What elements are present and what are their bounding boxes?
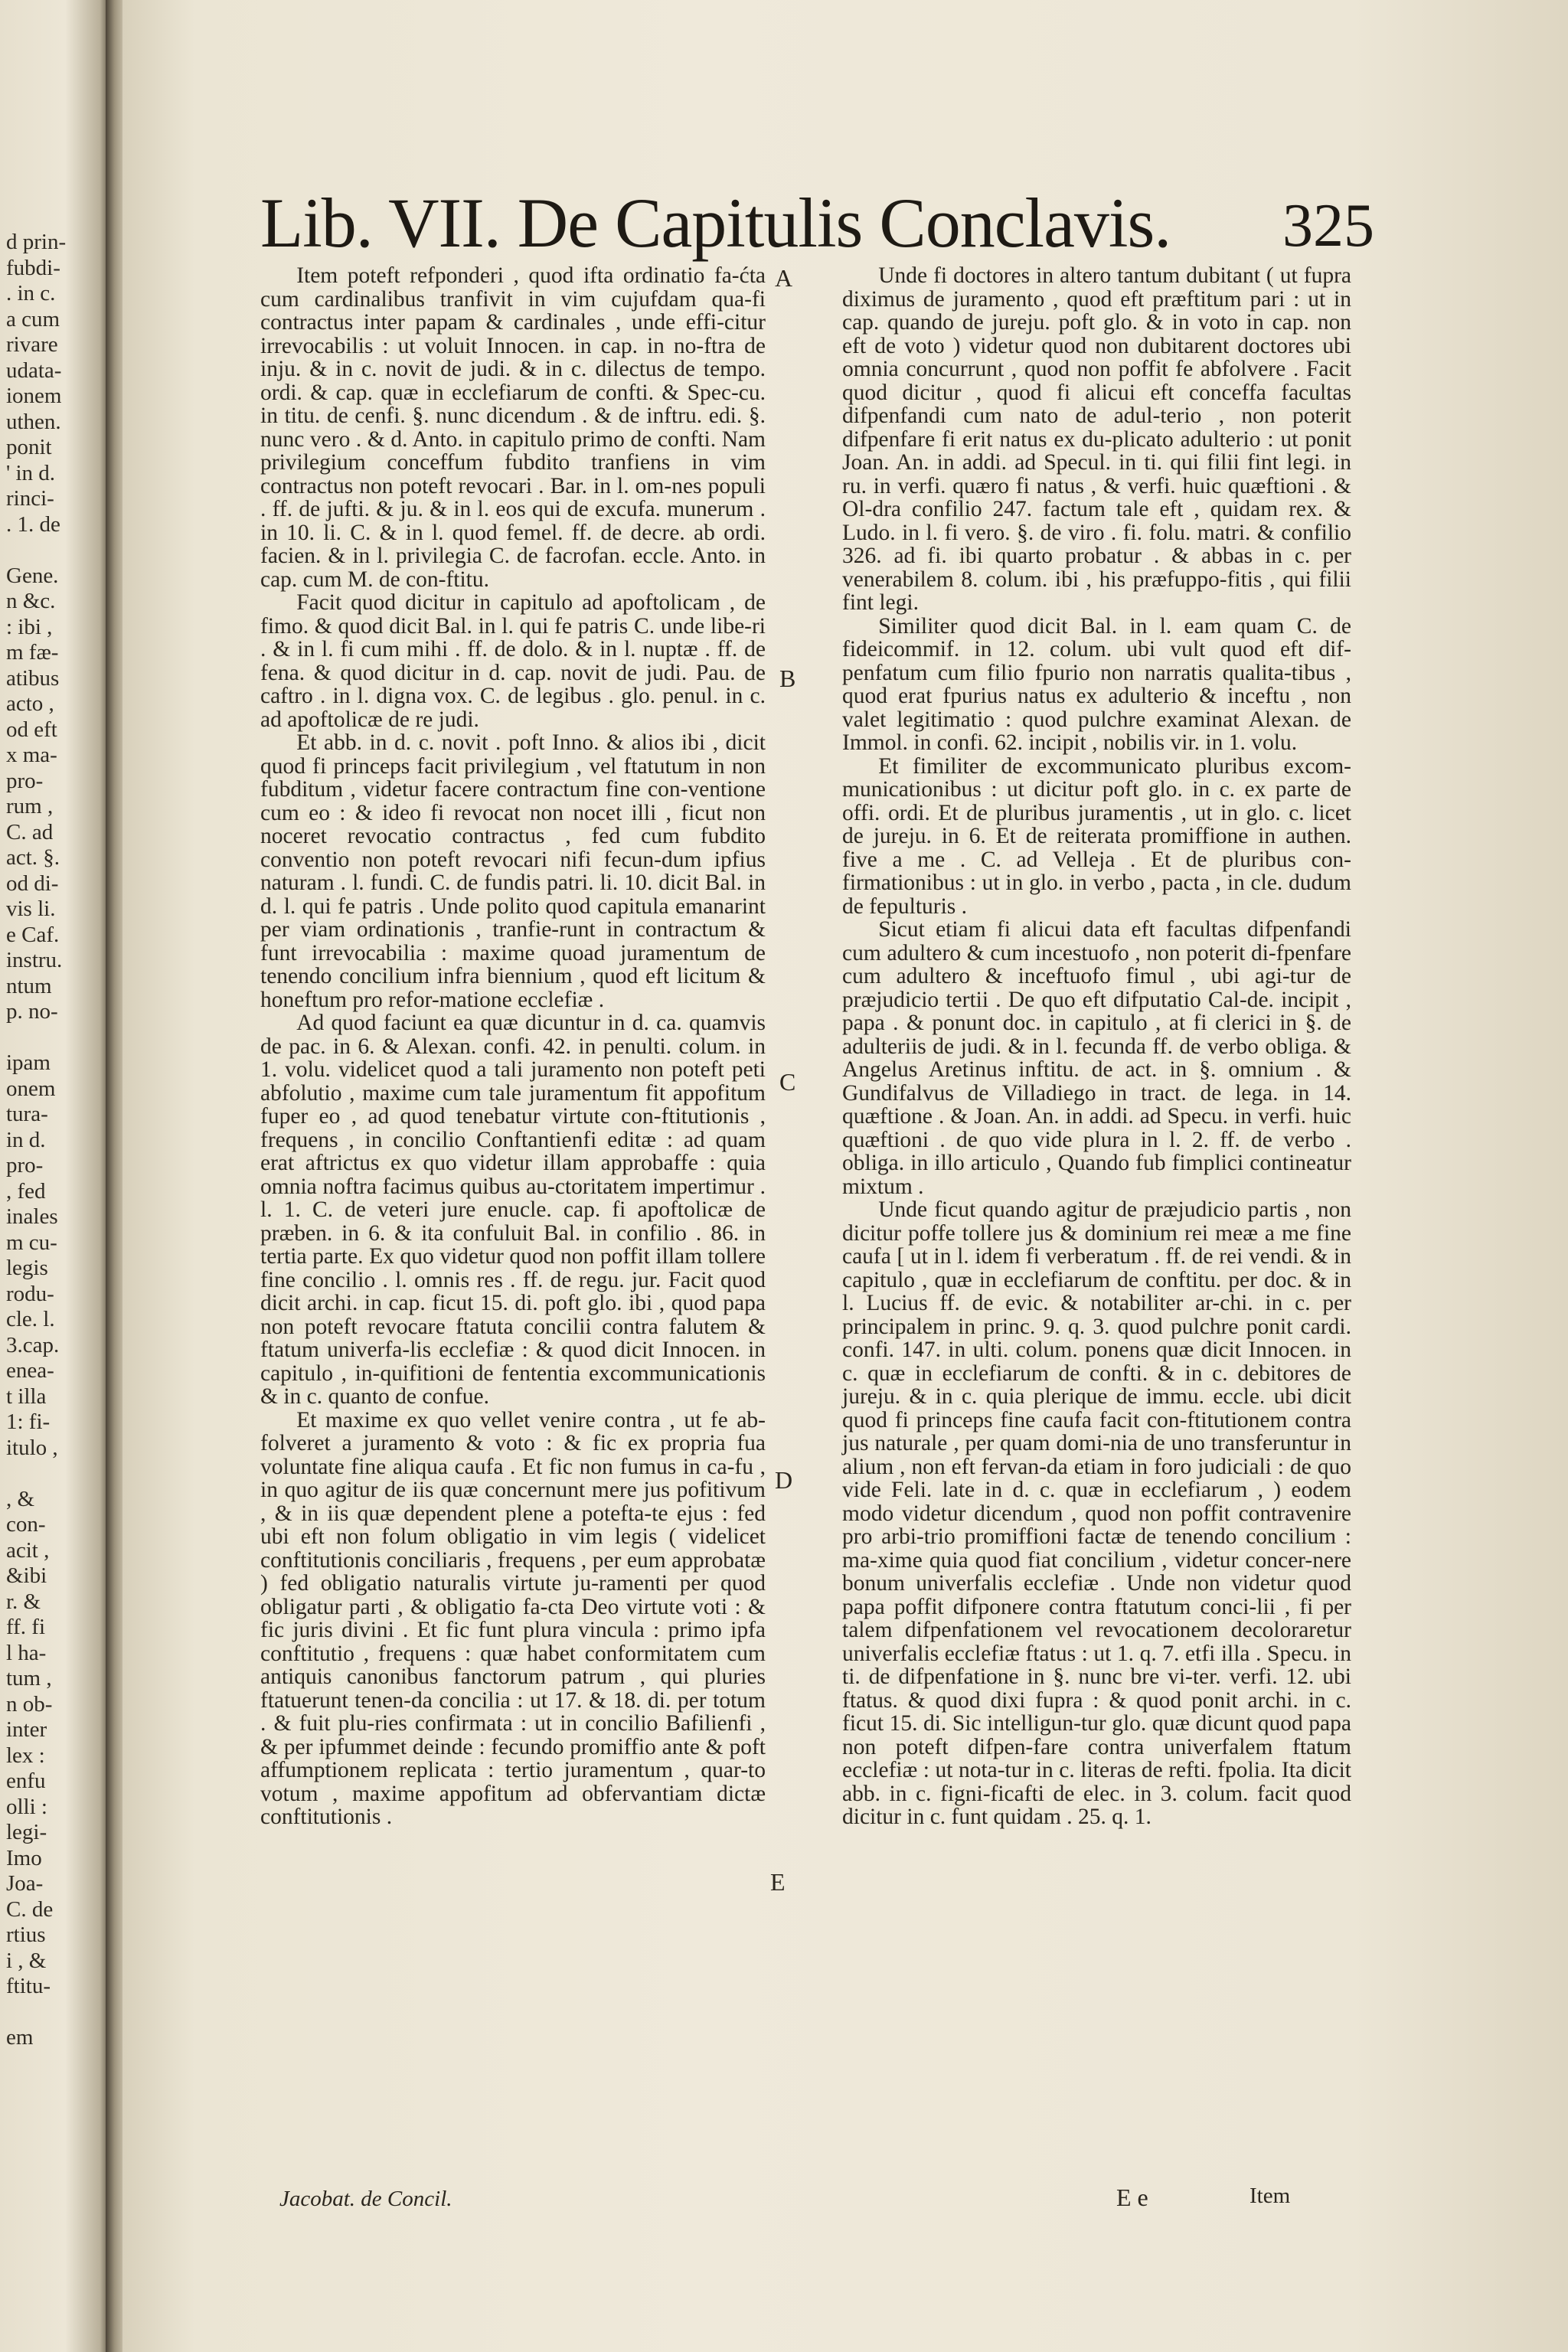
margin-line: ionem xyxy=(6,384,62,408)
margin-line: . 1. de xyxy=(6,511,60,537)
paragraph: Item poteft refponderi , quod ifta ordinatio fa-ćta cum cardinalibus tranfivit in vim cujufdam qua-fi contractus inter papam & cardinales , unde effi-citur irrevocabilis : ut voluit Innocen. in cap. in no-ftra de inju. & in c. novit de judi. & in c. dilectus de tempo. ordi. & cap. quæ in ecclefiarum de confti. & Spec-cu. in titu. de cenfi. §. nunc dicendum . & de inftru. edi. §. nunc vero . & d. Anto. in capitulo primo de confti. Nam privilegium conceffum fubdito tranfiens in vim contractus non poteft revocari . Bar. in l. om-nes populi . ff. de jufti. & ju. & in l. eos qui de excufa. munerum . in 10. li. C. & in l. quod femel. ff. de decre. ab ordi. facien. & in l. privilegia C. de facrofan. eccle. Anto. in cap. cum M. de con-ftitu. xyxy=(260,263,766,592)
margin-line: i , & xyxy=(6,1948,47,1973)
paragraph: Facit quod dicitur in capitulo ad apoftolicam , de fimo. & quod dicit Bal. in l. qui fe patris C. unde libe-ri . & in l. fi cum mihi . ff. de dolo. & in l. nuptæ . ff. de fena. & quod dicitur in d. cap. novit de judi. Pau. de caftro . in l. digna vox. C. de legibus . glo. penul. in c. ad apoftolicæ de re judi. xyxy=(260,590,766,732)
previous-page-text xyxy=(6,230,98,2051)
margin-line: inales xyxy=(6,1204,58,1229)
paragraph: Unde ficut quando agitur de præjudicio partis , non dicitur poffe tollere jus & dominium rei meæ a me fine caufa [ ut in l. idem fi verberatum . ff. de rei vendi. & in capitulo , quæ in ecclefiarum de conftitu. per doc. & in l. Lucius ff. de evic. & notabiliter ar-chi. in c. per principalem in princ. 9. q. 3. quod pulchre ponit cardi. confi. 147. in ulti. colum. ponens quæ dicit Innocen. in c. quæ in ecclefiarum de confti. & in c. debitores de jureju. & in c. quia plerique de immu. eccle. ubi dicit quod fi princeps fine caufa facit con-ftitutionem contra jus naturale , per quam domi-nia de uno transferuntur in alium , non eft fervan-da etiam in foro judiciali : de quo vide Feli. late in d. c. quæ in ecclefiarum , ) eodem modo videtur dicendum , quod non poffit contravenire pro arbi-trio promiffioni factæ de tenendo concilium : ma-xime quia quod fiat concilium , videtur concer-nere bonum univerfalis ecclefiæ . Unde non videtur quod papa poffit difponere contra ftatutum conci-lii , fi per talem difpenfationem vel revocationem decoloraretur univerfalis ecclefiæ ftatus : ut 1. q. 7. etfi illa . Specu. in ti. de difpenfatione in §. nunc bre vi-ter. verfi. 12. ubi ftatus. & quod dixi fupra : & quod ponit archi. in c. ficut 15. di. Sic intelligun-tur glo. quæ dicunt quod papa non poteft difpen-fare contra univerfalem ftatum ecclefiæ : ut nota-tur in c. literas de refti. fpolia. Ita dicit abb. in c. figni-ficafti de elec. in 3. colum. facit quod dicitur in c. funt quidam . 25. q. 1. xyxy=(842,1197,1351,1829)
section-mark-a: A xyxy=(775,264,793,292)
margin-line: 3.cap. xyxy=(6,1332,60,1357)
margin-line: enea- xyxy=(6,1358,54,1383)
margin-line: enfu xyxy=(6,1769,46,1793)
catchword: Item xyxy=(1250,2184,1291,2208)
margin-line: : ibi , xyxy=(6,614,53,639)
margin-line: ftitu- xyxy=(6,1974,51,1998)
margin-line xyxy=(6,1461,98,1487)
margin-line: ntum xyxy=(6,973,52,998)
margin-line: tum , xyxy=(6,1666,52,1690)
margin-line: ipam xyxy=(6,1050,51,1075)
text-column-left xyxy=(260,264,766,1829)
paragraph: Sicut etiam fi alicui data eft facultas difpenfandi cum adultero & cum incestuofo , non poterit di-fpenfare cum adultero & inceftuofo fimul , ubi agi-tur de præjudicio tertii . De quo eft difputatio Cal-de. incipit , papa . & ponunt doc. in capitulo , at fi clerici in §. de adulteriis de judi. & in l. fecunda ff. de verbo obliga. & Angelus Aretinus inftitu. de act. in §. omnium . & Gundifalvus de Villadiego in tract. de lega. in 14. quæftione . & Joan. An. in addi. ad Specu. in verfi. huic quæftioni . de quo vide plura in l. 2. ff. de verbo . obliga. in illo articulo , Quando fub fimplici contineatur mixtum . xyxy=(842,917,1351,1199)
margin-line xyxy=(6,537,98,564)
paragraph: Similiter quod dicit Bal. in l. eam quam C. de fideicommif. in 12. colum. ubi vult quod eft dif-penfatum cum filio fpurio non narratis qualita-tibus , quod erat fpurius natus ex adulterio & inceftu , non valet legitimatio : quod pulchre examinat Alexan. de Immol. in confi. 62. incipit , nobilis vir. in 1. volu. xyxy=(842,613,1351,755)
margin-line xyxy=(6,2000,98,2026)
margin-line: e Caf. xyxy=(6,922,60,947)
margin-line: pro- xyxy=(6,1153,44,1178)
section-mark-e: E xyxy=(770,1868,786,1896)
margin-line: od eft xyxy=(6,717,57,742)
margin-line: vis li. xyxy=(6,897,56,921)
margin-line: p. no- xyxy=(6,999,58,1024)
signature-mark: E e xyxy=(1116,2184,1148,2211)
margin-line: a cum xyxy=(6,306,60,332)
paragraph: Et abb. in d. c. novit . poft Inno. & alios ibi , dicit quod fi princeps facit privilegium , vel ftatutum in non fubditum , videtur facere contractum fine con-ventione cum eo : & ideo fi revocat non nocet illi , ficut non noceret revocatio contractus , fed cum fubdito conventio non poteft revocari nifi fecun-dum ipfius naturam . l. fundi. C. de fundis patri. li. 10. dicit Bal. in d. l. qui fe patris . Unde polito quod capitula emanarint per viam ordinationis , tranfie-runt in contractum & funt irrevocabilia : maxime quoad juramentum de tenendo concilium infra biennium , quod eft licitum & honeftum pro refor-matione ecclefiæ . xyxy=(260,730,766,1012)
footer-source-note: Jacobat. de Concil. xyxy=(279,2187,452,2211)
page-number: 325 xyxy=(1282,192,1374,260)
margin-line: m fæ- xyxy=(6,640,59,665)
margin-line: rinci- xyxy=(6,486,54,511)
margin-line: 1: fi- xyxy=(6,1410,51,1434)
margin-line: rum , xyxy=(6,794,54,818)
paragraph: Et fimiliter de excommunicato pluribus excom-municationibus : ut dicitur poft glo. in c. ex parte de offi. ordi. Et de pluribus juramentis , ut in glo. c. licet de jureju. in 6. Et de reiterata promiffione in authen. five a me . C. ad Velleja . Et de pluribus con-firmationibus : ut in glo. in verbo , pacta , in cle. dudum de fepulturis . xyxy=(842,753,1351,919)
margin-line: Imo xyxy=(6,1845,42,1870)
section-mark-c: C xyxy=(779,1068,796,1096)
previous-page-margin xyxy=(0,0,109,2352)
margin-line: C. de xyxy=(6,1896,54,1922)
margin-line: in d. xyxy=(6,1127,46,1152)
section-mark-d: D xyxy=(775,1466,793,1494)
margin-line: r. & xyxy=(6,1589,41,1614)
margin-line: l ha- xyxy=(6,1640,47,1665)
margin-line: itulo , xyxy=(6,1435,58,1460)
margin-line: ff. fi xyxy=(6,1615,46,1639)
margin-line: uthen. xyxy=(6,409,61,434)
margin-line: em xyxy=(6,2025,34,2050)
paragraph: Et maxime ex quo vellet venire contra , ut fe ab-folveret a juramento & voto : & fic ex propria fua voluntate fine aliqua caufa . Et fic non fumus in ca-fu , in quo agitur de iis quæ concernunt mere jus pofitivum , & in iis quæ dependent plene a potefta-te ejus : fed ubi eft non folum obligatio in vim legis ( videlicet conftitutionis conciliaris , frequens , per eum approbatæ ) fed obligatio naturalis virtute ju-ramenti per quod obligatur parti , & obligatio fa-cta Deo virtute voti : & fic juris divini . Et fic funt plura vincula : primo ipfa conftitutio , frequens : quæ habet conformitatem cum antiquis canonibus fanctorum patrum , qui pluries ftatuerunt tenen-da concilia : ut 17. & 18. di. per totum . & fuit plu-ries confirmata : ut in concilio Bafilienfi , & per ipfummet deinde : fecundo promiffio ante & poft affumptionem replicata : tertio juramentum , quar-to votum , maxime appofitum ad obfervantiam dictæ conftitutionis . xyxy=(260,1407,766,1829)
margin-line: . in c. xyxy=(6,281,56,305)
margin-line: , & xyxy=(6,1486,35,1511)
margin-line: rodu- xyxy=(6,1281,54,1306)
margin-line: con- xyxy=(6,1512,46,1537)
text-column-right xyxy=(842,264,1351,1829)
margin-line: n ob- xyxy=(6,1691,53,1717)
margin-line: Joa- xyxy=(6,1871,44,1896)
margin-line: m cu- xyxy=(6,1230,57,1255)
margin-line: t illa xyxy=(6,1383,47,1409)
margin-line: inter xyxy=(6,1717,47,1742)
margin-line: lex : xyxy=(6,1743,45,1768)
margin-line: rtius xyxy=(6,1922,46,1947)
margin-line: ponit xyxy=(6,435,52,459)
margin-line: fubdi- xyxy=(6,255,60,280)
margin-line: instru. xyxy=(6,948,63,972)
margin-line: atibus xyxy=(6,665,60,691)
margin-line: ' in d. xyxy=(6,460,56,485)
margin-line: act. §. xyxy=(6,845,60,870)
margin-line: cle. l. xyxy=(6,1307,55,1331)
margin-line: x ma- xyxy=(6,743,57,767)
margin-line: Gene. xyxy=(6,563,59,588)
paragraph: Unde fi doctores in altero tantum dubitant ( ut fupra diximus de juramento , quod eft præftitum pari : ut in cap. quando de jureju. poft glo. & in voto in cap. non eft de voto ) videtur quod non dubitarent doctores ubi omnia concurrunt , quod non poffit fe abfolvere . Facit quod dicitur , quod fi alicui eft conceffa facultas difpenfandi cum nato de adul-terio , non poterit difpenfare fi erit natus ex du-plicato adulterio : ut ponit Joan. An. in addi. ad Specul. in ti. qui filii fint legi. in ru. in verfi. quæro fi natus , & verfi. huic quæftioni . & Ol-dra confilio 247. factum tale eft , quidam rex. & Ludo. in l. fi vero. §. de viro . fi. folu. matri. & confilio 326. ad fi. ibi quarto probatur . & abbas in c. per venerabilem 8. colum. ibi , his præfuppo-fitis , qui filii fint legi. xyxy=(842,263,1351,615)
paragraph: Ad quod faciunt ea quæ dicuntur in d. ca. quamvis de pac. in 6. & Alexan. confi. 42. in penulti. colum. in 1. volu. videlicet quod a tali juramento non poteft peti abfolutio , maxime cum tale juramentum fit appofitum fuper eo , ad quod tenebatur virtute con-ftitutionis , frequens , in concilio Conftantienfi editæ : ad quam erat aftrictus ex quo videtur illam approbaffe : quia omnia noftra facimus quibus au-ctoritatem impertimur . l. 1. C. de veteri jure enucle. cap. fi apoftolicæ de præben. in 6. & ita confuluit Bal. in confilio . 86. in tertia parte. Ex quo videtur quod non poffit illam tollere fine concilio . l. omnis res . ff. de regu. jur. Facit quod dicit archi. in cap. ficut 15. di. poft glo. ibi , quod papa non poteft revocare ftatuta concilii contra falutem & ftatum univerfa-lis ecclefiæ : & quod dicit Innocen. in capitulo , in-quifitioni de fententia excommunicationis & in c. quanto de confue. xyxy=(260,1011,766,1409)
running-head-title: Lib. VII. De Capitulis Conclavis. xyxy=(260,184,1171,262)
margin-line: n &c. xyxy=(6,589,56,613)
margin-line: acto , xyxy=(6,691,54,716)
margin-line: legi- xyxy=(6,1820,47,1844)
margin-line: acit , xyxy=(6,1537,50,1563)
running-head xyxy=(260,182,1447,266)
margin-line: od di- xyxy=(6,871,59,896)
margin-line: udata- xyxy=(6,358,62,383)
margin-line: onem xyxy=(6,1076,56,1101)
margin-line: , fed xyxy=(6,1178,46,1204)
margin-line: olli : xyxy=(6,1794,47,1819)
margin-line: d prin- xyxy=(6,230,67,254)
margin-line: legis xyxy=(6,1256,48,1280)
margin-line: tura- xyxy=(6,1102,48,1126)
margin-line: rivare xyxy=(6,332,58,357)
margin-line: &ibi xyxy=(6,1563,47,1588)
margin-line: pro- xyxy=(6,768,44,793)
margin-line xyxy=(6,1025,98,1051)
section-mark-b: B xyxy=(779,665,796,692)
margin-line: C. ad xyxy=(6,819,54,844)
